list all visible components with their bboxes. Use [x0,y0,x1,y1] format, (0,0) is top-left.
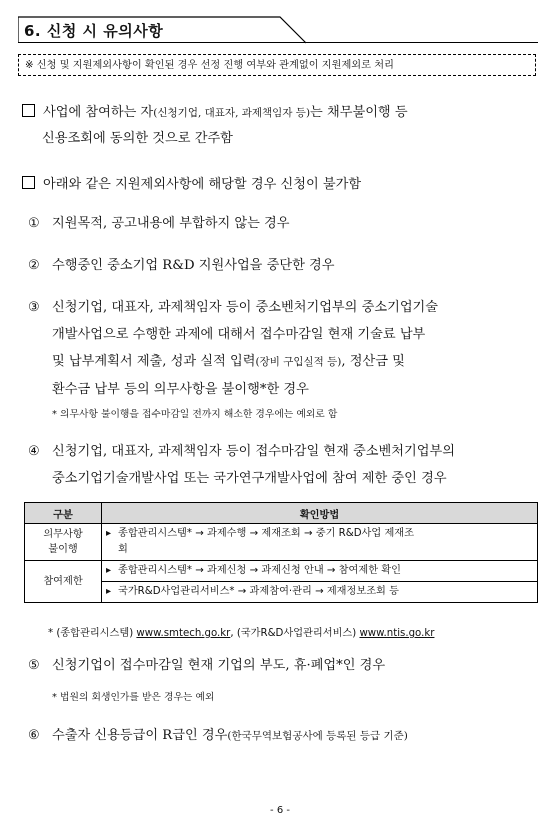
check-item-consent: 사업에 참여하는 자(신청기업, 대표자, 과제책임자 등)는 채무불이행 등 신용조회에 동의한 것으로 간주함 [22,100,408,152]
exclusion-item-5: ⑤ 신청기업이 접수마감일 현재 기업의 부도, 휴·폐업*인 경우 [28,652,538,679]
table-cell-category: 의무사항 불이행 [25,524,102,561]
check-item-exclusion: 아래와 같은 지원제외사항에 해당할 경우 신청이 불가함 [22,172,361,198]
exclusion-item-3: ③ 신청기업, 대표자, 과제책임자 등이 중소벤처기업부의 중소기업기술 개발사업으로 수행한 과제에 대해서 접수마감일 현재 기술료 납부 및 납부계획서 제출, 성과 실적 입력(장비 구입실적 등), 정산금 및 환수금 납부 등의 의무사항을 불이행*한 경우 [28,294,538,403]
table-header-category: 구분 [25,503,102,524]
item-number: ② [28,258,40,273]
exclusion-item-2: ② 수행중인 중소기업 R&D 지원사업을 중단한 경우 [28,252,538,279]
exclusion-item-6: ⑥ 수출자 신용등급이 R급인 경우(한국무역보험공사에 등록된 등급 기준) [28,722,538,750]
verification-table [24,502,538,603]
item-number: ⑤ [28,658,40,673]
section-title: 6. 신청 시 유의사항 [24,22,164,40]
page-number: - 6 - [270,805,290,816]
item-3-note: * 의무사항 불이행을 접수마감일 전까지 해소한 경우에는 예외로 함 [52,409,338,420]
item-number: ⑥ [28,728,40,743]
exclusion-item-4: ④ 신청기업, 대표자, 과제책임자 등이 접수마감일 현재 중소벤처기업부의 중소기업기술개발사업 또는 국가연구개발사업에 참여 제한 중인 경우 [28,438,538,492]
item-5-note: * 법원의 회생인가를 받은 경우는 예외 [52,692,215,703]
bullet-triangle-icon: ▸ [106,586,112,597]
table-header-method: 확인방법 [102,503,538,524]
table-cell-method: ▸ 국가R&D사업관리서비스* → 과제참여·관리 → 제재정보조회 등 [102,582,538,603]
section-header-rule [18,42,538,43]
link-ntis[interactable]: www.ntis.go.kr [359,628,435,639]
table-row [25,561,538,582]
table-row [25,582,538,603]
item-number: ③ [28,300,40,315]
notice-box: ※ 신청 및 지원제외사항이 확인된 경우 선정 진행 여부와 관계없이 지원제외로 처리 [18,54,536,76]
table-footnote: * (종합관리시스템) www.smtech.go.kr, (국가R&D사업관리서비스) www.ntis.go.kr [48,628,435,639]
link-smtech[interactable]: www.smtech.go.kr [136,628,231,639]
checkbox-icon [22,176,35,189]
bullet-triangle-icon: ▸ [106,565,112,576]
table-cell-method: ▸ 종합관리시스템* → 과제신청 → 과제신청 안내 → 참여제한 확인 [102,561,538,582]
table-cell-method: ▸ 종합관리시스템* → 과제수행 → 제재조회 → 중기 R&D사업 제재조 회 [102,524,538,561]
item-number: ④ [28,444,40,459]
table-header-row [25,503,538,524]
table-cell-category: 참여제한 [25,561,102,603]
item-number: ① [28,216,40,231]
exclusion-item-1: ① 지원목적, 공고내용에 부합하지 않는 경우 [28,210,538,237]
bullet-triangle-icon: ▸ [106,528,112,539]
table-row [25,524,538,561]
checkbox-icon [22,104,35,117]
